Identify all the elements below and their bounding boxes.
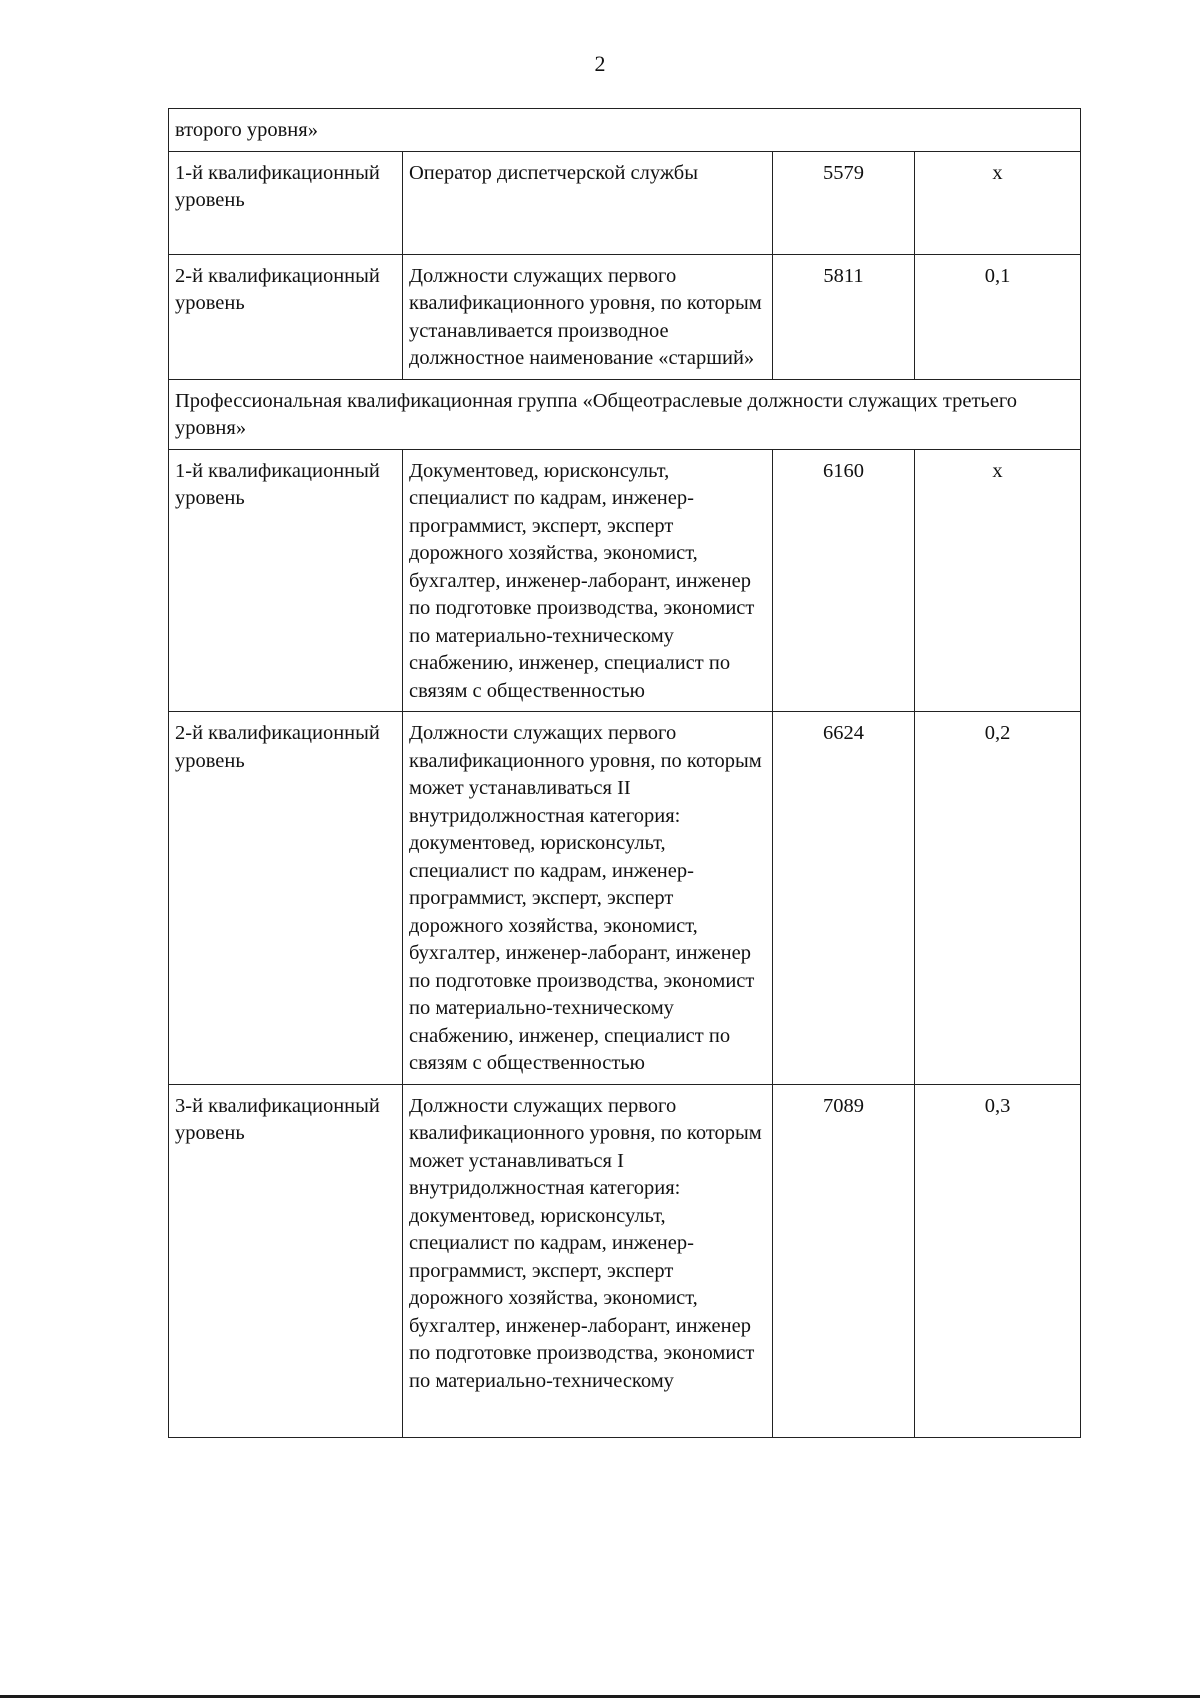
table-row (169, 712, 1081, 1085)
salary-cell: 5811 (773, 254, 915, 379)
qualification-level-cell: 2-й квалификационный уровень (169, 712, 403, 1085)
page-number: 2 (594, 51, 606, 76)
scan-edge-line (0, 1695, 1200, 1698)
qualification-level-cell: 2-й квалификационный уровень (169, 254, 403, 379)
qualification-level-cell: 1-й квалификационный уровень (169, 151, 403, 254)
salary-table (168, 108, 1081, 1438)
coefficient-cell: x (915, 449, 1081, 712)
table-row-group-header (169, 109, 1081, 152)
position-cell: Должности служащих первого квалификационного уровня, по которым может устанавливаться I внутридолжностная категория: документовед, юрисконсульт, специалист по кадрам, инженер-программист, эксперт, эксперт дорожного хозяйства, экономист, бухгалтер, инженер-лаборант, инженер по подготовке производства, экономист по материально-техническому (403, 1084, 773, 1437)
table-row-group-header (169, 379, 1081, 449)
group-header-cell: второго уровня» (169, 109, 1081, 152)
position-cell: Должности служащих первого квалификационного уровня, по которым устанавливается производное должностное наименование «старший» (403, 254, 773, 379)
position-cell: Оператор диспетчерской службы (403, 151, 773, 254)
table-row (169, 151, 1081, 254)
salary-cell: 7089 (773, 1084, 915, 1437)
table-row (169, 449, 1081, 712)
table-row (169, 1084, 1081, 1437)
salary-cell: 5579 (773, 151, 915, 254)
position-cell: Должности служащих первого квалификационного уровня, по которым может устанавливаться II внутридолжностная категория: документовед, юрисконсульт, специалист по кадрам, инженер-программист, эксперт, эксперт дорожного хозяйства, экономист, бухгалтер, инженер-лаборант, инженер по подготовке производства, экономист по материально-техническому снабжению, инженер, специалист по связям с общественностью (403, 712, 773, 1085)
coefficient-cell: x (915, 151, 1081, 254)
coefficient-cell: 0,1 (915, 254, 1081, 379)
salary-cell: 6624 (773, 712, 915, 1085)
group-header-cell: Профессиональная квалификационная группа «Общеотраслевые должности служащих третьего уровня» (169, 379, 1081, 449)
salary-cell: 6160 (773, 449, 915, 712)
table-row (169, 254, 1081, 379)
qualification-level-cell: 1-й квалификационный уровень (169, 449, 403, 712)
coefficient-cell: 0,2 (915, 712, 1081, 1085)
coefficient-cell: 0,3 (915, 1084, 1081, 1437)
position-cell: Документовед, юрисконсульт, специалист по кадрам, инженер-программист, эксперт, эксперт дорожного хозяйства, экономист, бухгалтер, инженер-лаборант, инженер по подготовке производства, экономист по материально-техническому снабжению, инженер, специалист по связям с общественностью (403, 449, 773, 712)
qualification-level-cell: 3-й квалификационный уровень (169, 1084, 403, 1437)
